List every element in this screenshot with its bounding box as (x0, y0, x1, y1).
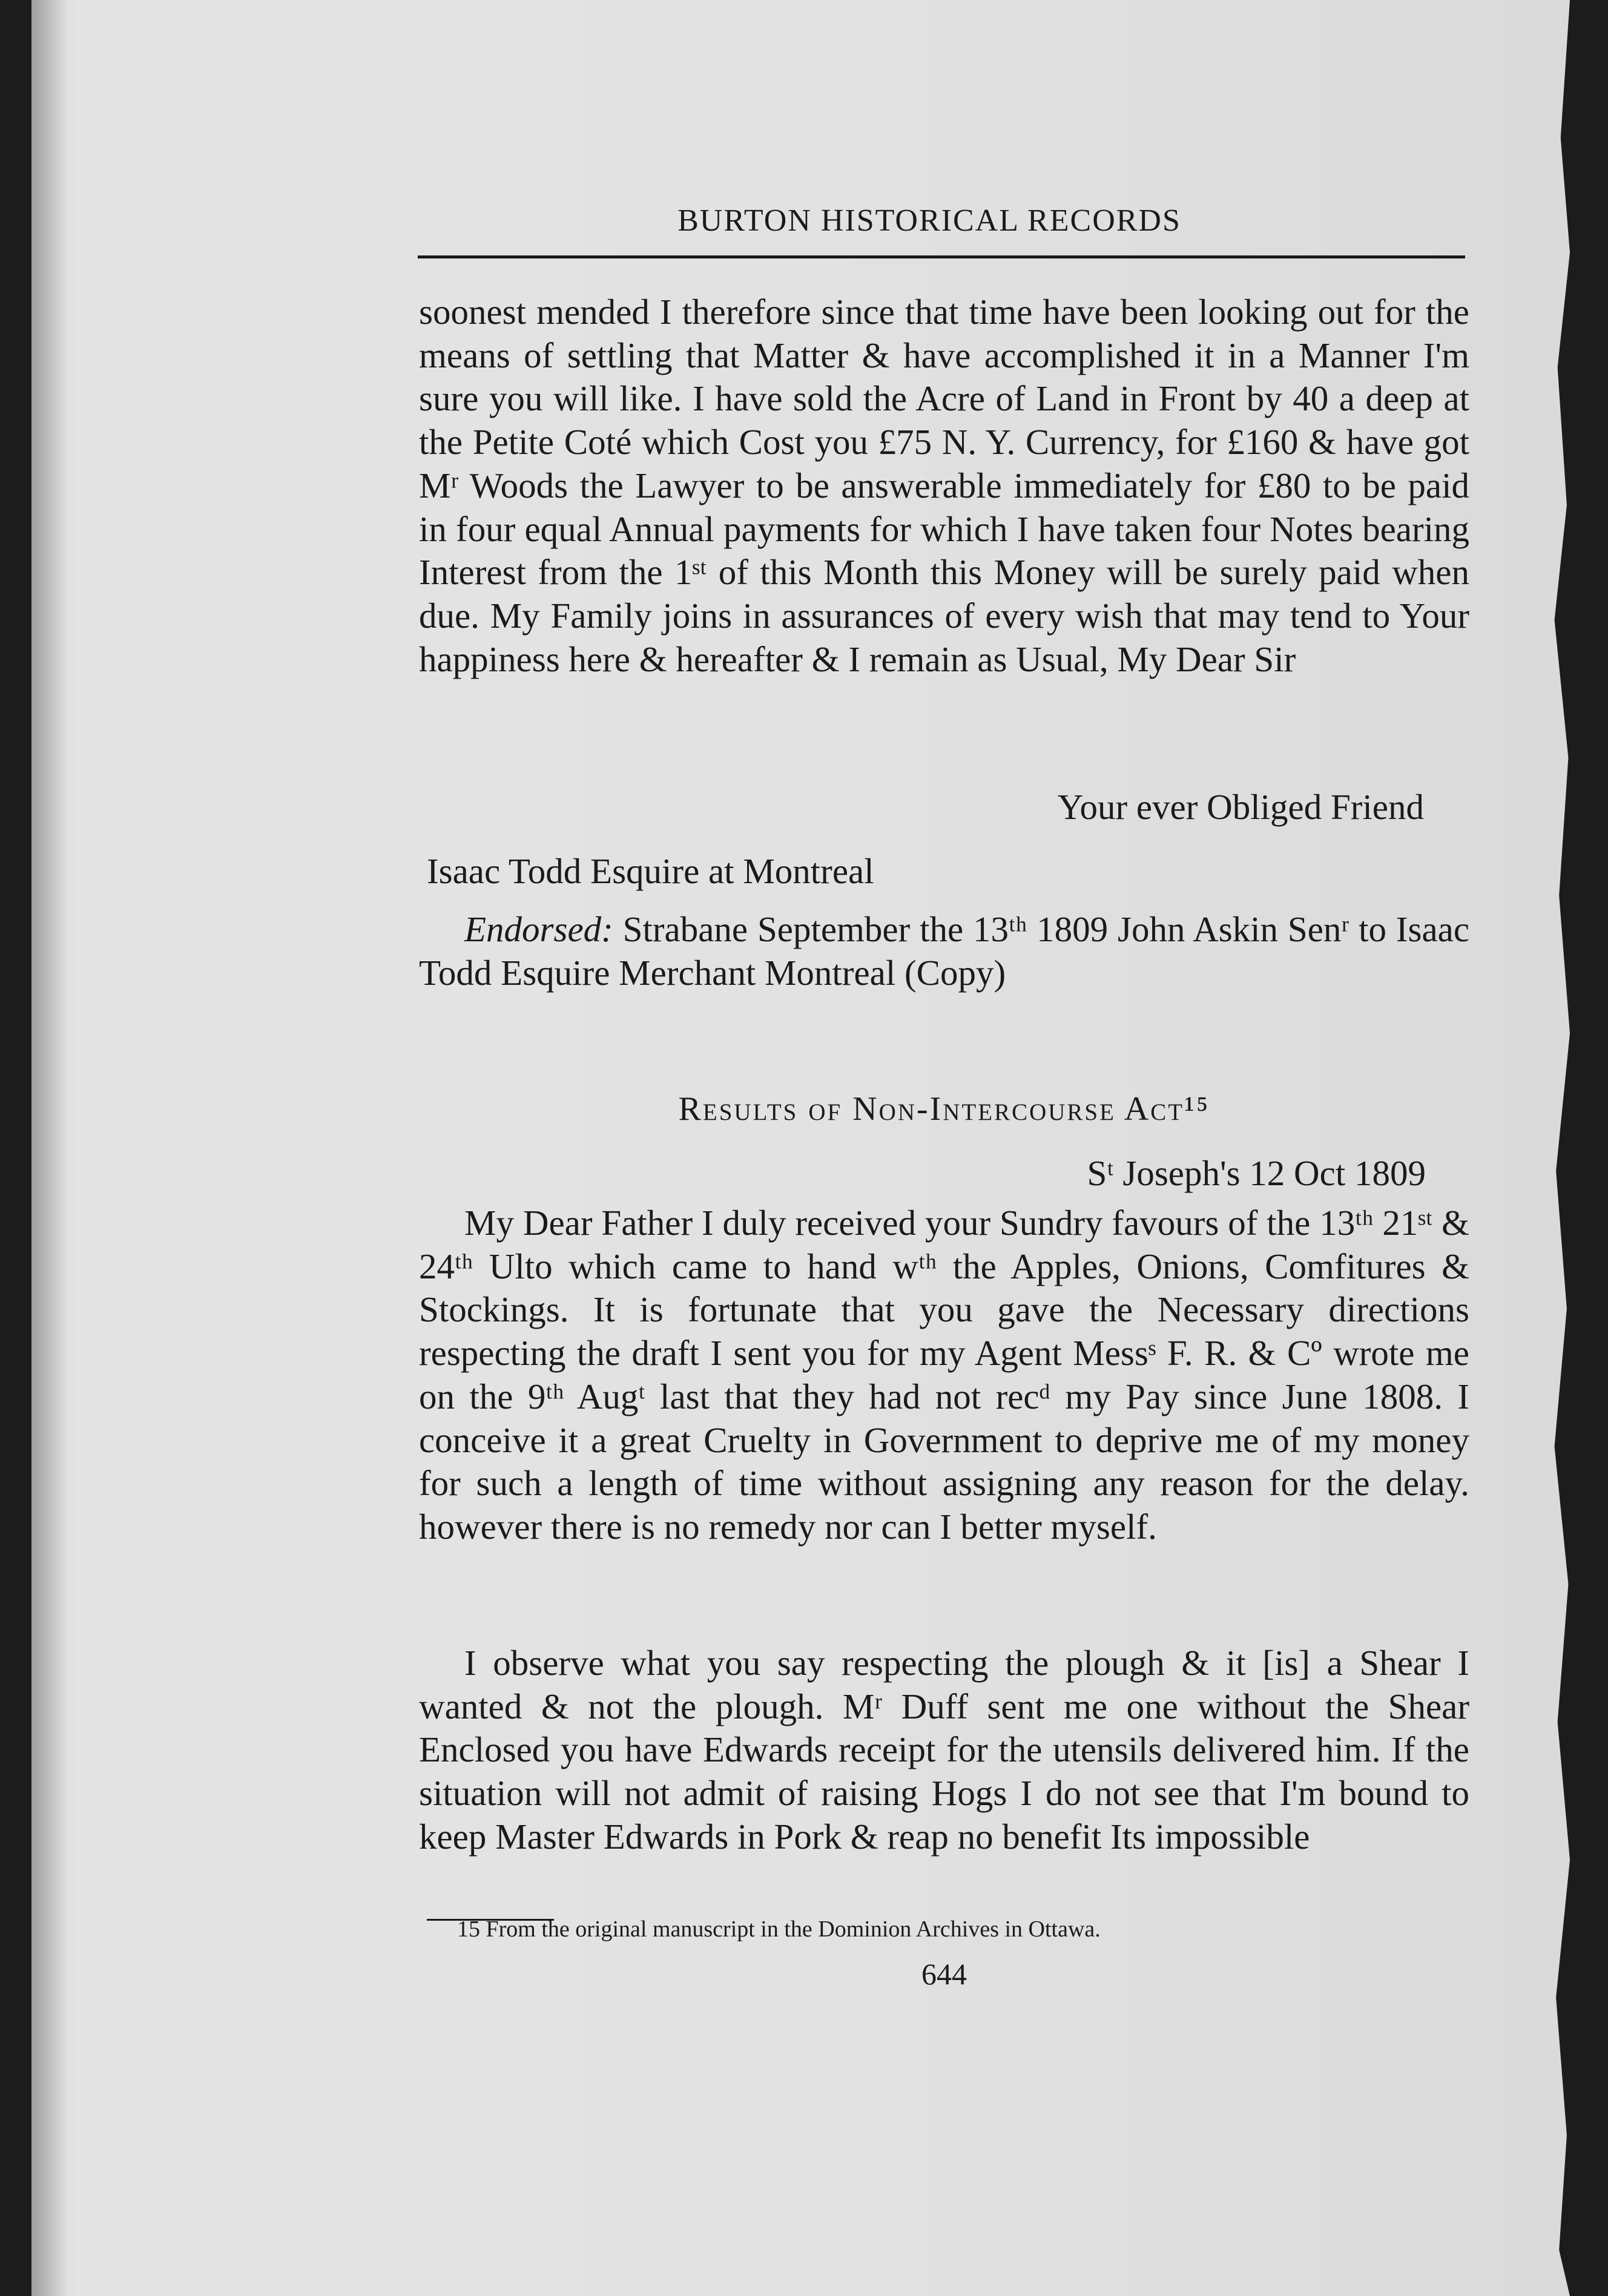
endorsed-label: Endorsed: (464, 909, 613, 949)
binding-shadow (31, 0, 68, 2296)
endorsement-paragraph (419, 908, 1469, 995)
endorsed-text: Strabane September the 13ᵗʰ 1809 John Askin Senʳ to Isaac Todd Esquire Merchant Montreal (Copy) (419, 909, 1470, 993)
letter-paragraph-2: My Dear Father I duly received your Sundry favours of the 13ᵗʰ 21ˢᵗ & 24ᵗʰ Ulto which came to hand wᵗʰ the Apples, Onions, Comfitures & Stockings. It is fortunate that you gave the Necessary directions respecting the draft I sent you for my Agent Messˢ F. R. & Cº wrote me on the 9ᵗʰ Augᵗ last that they had not recᵈ my Pay since June 1808. I conceive it a great Cruelty in Government to deprive me of my money for such a length of time without assigning any reason for the delay. however there is no remedy nor can I better myself. (419, 1203, 1469, 1547)
footnote: 15 From the original manuscript in the Dominion Archives in Ottawa. (457, 1916, 1101, 1942)
section-heading: Results of Non-Intercourse Act¹⁵ (678, 1090, 1210, 1128)
letter-paragraph-1: soonest mended I therefore since that time have been looking out for the means of settling that Matter & have accomplished it in a Manner I'm sure you will like. I have sold the Acre of Land in Front by 40 a deep at the Petite Coté which Cost you £75 N. Y. Currency, for £160 & have got Mʳ Woods the Lawyer to be answerable immediately for £80 to be paid in four equal Annual payments for which I have taken four Notes bearing Interest from the 1ˢᵗ of this Month this Money will be surely paid when due. My Family joins in assurances of every wish that may tend to Your happiness here & hereafter & I remain as Usual, My Dear Sir (419, 292, 1469, 679)
letter-paragraph-3: I observe what you say respecting the plough & it [is] a Shear I wanted & not the plough. Mʳ Duff sent me one without the Shear Enclosed you have Edwards receipt for the utensils delivered him. If the situation will not admit of raising Hogs I do not see that I'm bound to keep Master Edwards in Pork & reap no benefit Its impossible (419, 1643, 1469, 1857)
letter-closing: Your ever Obliged Friend (1057, 787, 1424, 827)
letter-dateline: Sᵗ Joseph's 12 Oct 1809 (1087, 1153, 1426, 1193)
header-rule (418, 255, 1465, 258)
letter-addressee: Isaac Todd Esquire at Montreal (427, 851, 874, 891)
running-head: BURTON HISTORICAL RECORDS (677, 203, 1181, 238)
page-number: 644 (921, 1957, 967, 1991)
